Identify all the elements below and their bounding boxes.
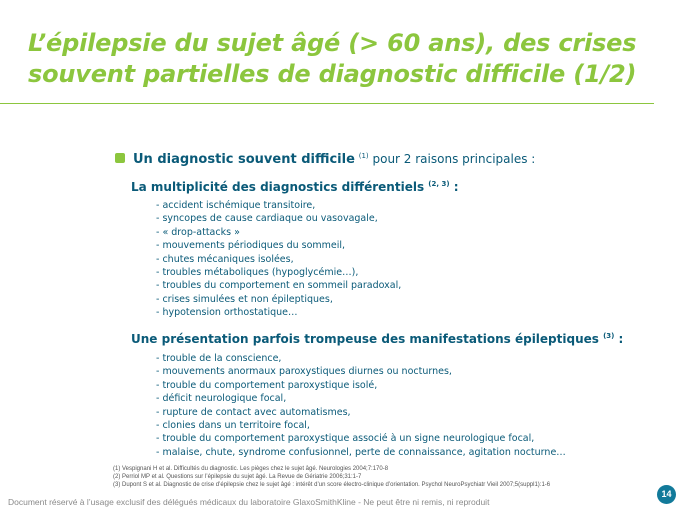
section-2-heading	[131, 332, 623, 346]
list-item: - troubles métaboliques (hypoglycémie…),	[156, 267, 359, 279]
list-item: - trouble de la conscience,	[156, 353, 282, 364]
main-bullet	[115, 152, 535, 167]
references	[113, 465, 550, 490]
section-2-ref: (3)	[603, 332, 615, 340]
section-1-heading-text: La multiplicité des diagnostics différentiels	[131, 180, 425, 194]
list-item: - mouvements anormaux paroxystiques diurnes ou nocturnes,	[156, 366, 452, 378]
main-bullet-strong: Un diagnostic souvent difficile	[133, 152, 355, 167]
section-1-suffix: :	[449, 180, 459, 194]
list-item: - crises simulées et non épileptiques,	[156, 293, 333, 305]
list-item: - troubles du comportement en sommeil paradoxal,	[156, 280, 402, 292]
list-item: - clonies dans un territoire focal,	[156, 420, 310, 432]
reference-item: (3) Dupont S et al. Diagnostic de crise d’épilepsie chez le sujet âgé : intérêt d’un score électro-clinique d’orientation. Psychol NeuroPsychiatr Vieil 2007;5(suppl1):1-6	[113, 482, 551, 489]
title-divider	[0, 103, 654, 104]
slide-title	[28, 28, 668, 90]
section-2-suffix: :	[614, 332, 624, 346]
list-item: - malaise, chute, syndrome confusionnel, perte de connaissance, agitation nocturne…	[156, 446, 566, 458]
main-bullet-ref: (1)	[358, 152, 369, 160]
main-bullet-rest: pour 2 raisons principales :	[368, 152, 536, 166]
footer-disclaimer: Document réservé à l’usage exclusif des délégués médicaux du laboratoire GlaxoSmithKline - Ne peut être ni remis, ni reproduit	[8, 497, 490, 507]
section-1-list	[156, 199, 401, 320]
section-2-list	[156, 352, 566, 459]
list-item: - trouble du comportement paroxystique associé à un signe neurologique focal,	[156, 433, 535, 445]
list-item: - rupture de contact avec automatismes,	[156, 406, 351, 418]
page-number-badge: 14	[657, 485, 676, 504]
list-item: - trouble du comportement paroxystique isolé,	[156, 379, 378, 391]
slide-title-line-1: L’épilepsie du sujet âgé (> 60 ans), des crises	[28, 29, 637, 57]
reference-item: (2) Perriol MP et al. Questions sur l’épilepsie du sujet âgé. La Revue de Gériatrie 2006;31:1-7	[113, 474, 362, 481]
list-item: - déficit neurologique focal,	[156, 393, 287, 405]
section-1-heading	[131, 180, 459, 194]
list-item: - accident ischémique transitoire,	[156, 200, 316, 211]
section-2-heading-text: Une présentation parfois trompeuse des manifestations épileptiques	[131, 332, 599, 346]
list-item: - chutes mécaniques isolées,	[156, 253, 294, 265]
list-item: - « drop-attacks »	[156, 226, 240, 238]
square-bullet-icon	[115, 153, 125, 163]
list-item: - syncopes de cause cardiaque ou vasovagale,	[156, 213, 378, 225]
reference-item: (1) Vespignani H et al. Difficultés du diagnostic. Les pièges chez le sujet âgé. Neurologies 2004;7:170-8	[113, 466, 389, 472]
section-1-ref: (2, 3)	[428, 180, 450, 188]
slide-title-line-2: souvent partielles de diagnostic difficile (1/2)	[28, 60, 637, 88]
list-item: - hypotension orthostatique…	[156, 307, 298, 319]
list-item: - mouvements périodiques du sommeil,	[156, 240, 346, 252]
